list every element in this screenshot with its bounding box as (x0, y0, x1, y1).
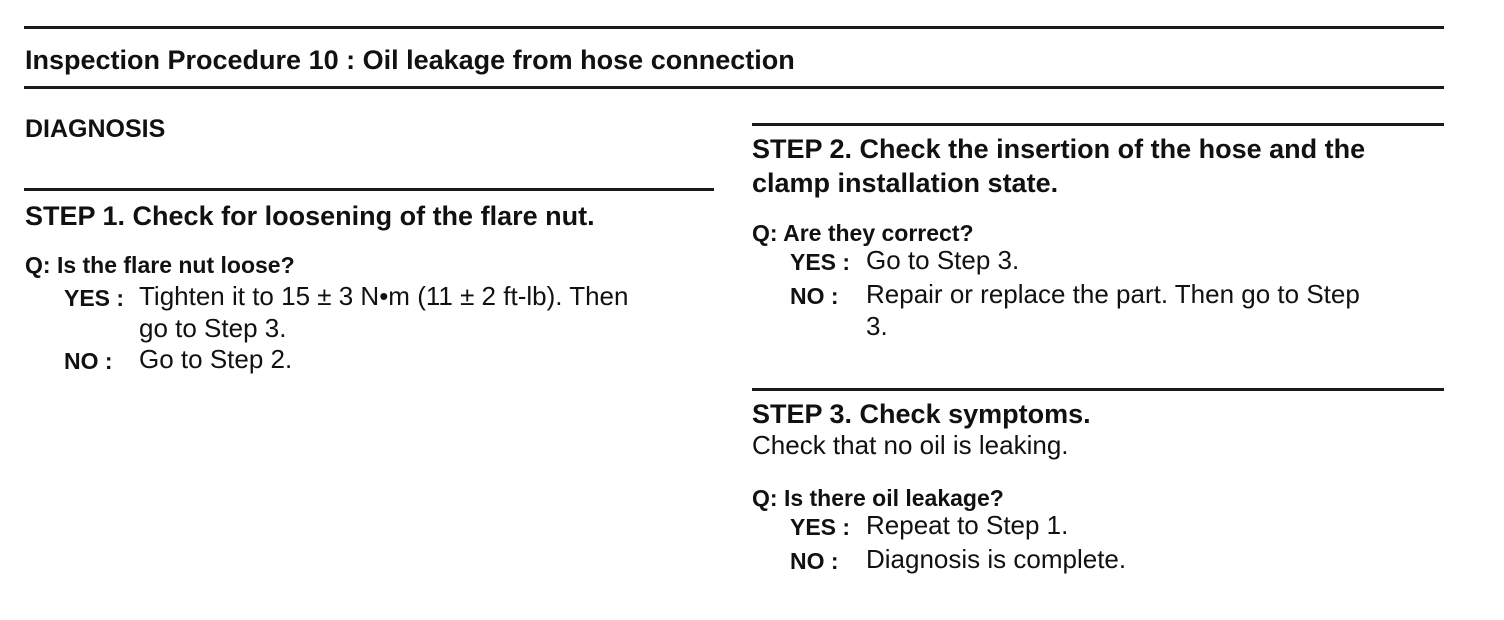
step3-heading: STEP 3. Check symptoms. (752, 399, 1091, 429)
step3-question: Q: Is there oil leakage? (752, 485, 1004, 511)
step3-no-text: Diagnosis is complete. (866, 544, 1127, 574)
step2-no-text (866, 278, 1360, 342)
step1-yes-line2: go to Step 3. (139, 313, 287, 343)
step2-no-line1: Repair or replace the part. Then go to Step (866, 279, 1360, 309)
step2-rule (752, 123, 1444, 126)
step2-no-line2: 3. (866, 311, 888, 341)
step2-no-label: NO : (790, 283, 839, 309)
step2-heading-line1: STEP 2. Check the insertion of the hose and the (752, 134, 1366, 164)
step1-rule (24, 188, 714, 191)
step1-no-text: Go to Step 2. (139, 344, 293, 374)
step1-yes-label: YES : (64, 285, 125, 311)
page-title: Inspection Procedure 10 : Oil leakage from hose connection (25, 45, 795, 75)
step3-yes-label: YES : (790, 514, 851, 540)
step1-question: Q: Is the flare nut loose? (25, 252, 295, 278)
step2-question: Q: Are they correct? (752, 220, 974, 246)
step3-rule (752, 388, 1444, 391)
step2-heading (752, 132, 1365, 200)
step3-instruction: Check that no oil is leaking. (752, 430, 1069, 460)
title-underline (24, 86, 1444, 89)
step3-no-label: NO : (790, 548, 839, 574)
step2-yes-label: YES : (790, 249, 851, 275)
top-rule (24, 26, 1444, 29)
step1-heading: STEP 1. Check for loosening of the flare nut. (25, 201, 595, 231)
step1-yes-line1: Tighten it to 15 ± 3 N•m (11 ± 2 ft-lb). Then (139, 281, 629, 311)
step3-yes-text: Repeat to Step 1. (866, 510, 1069, 540)
step1-no-label: NO : (64, 348, 113, 374)
diagnosis-label: DIAGNOSIS (25, 115, 166, 143)
step2-yes-text: Go to Step 3. (866, 245, 1020, 275)
step2-heading-line2: clamp installation state. (752, 168, 1059, 198)
step1-yes-text (139, 280, 628, 344)
